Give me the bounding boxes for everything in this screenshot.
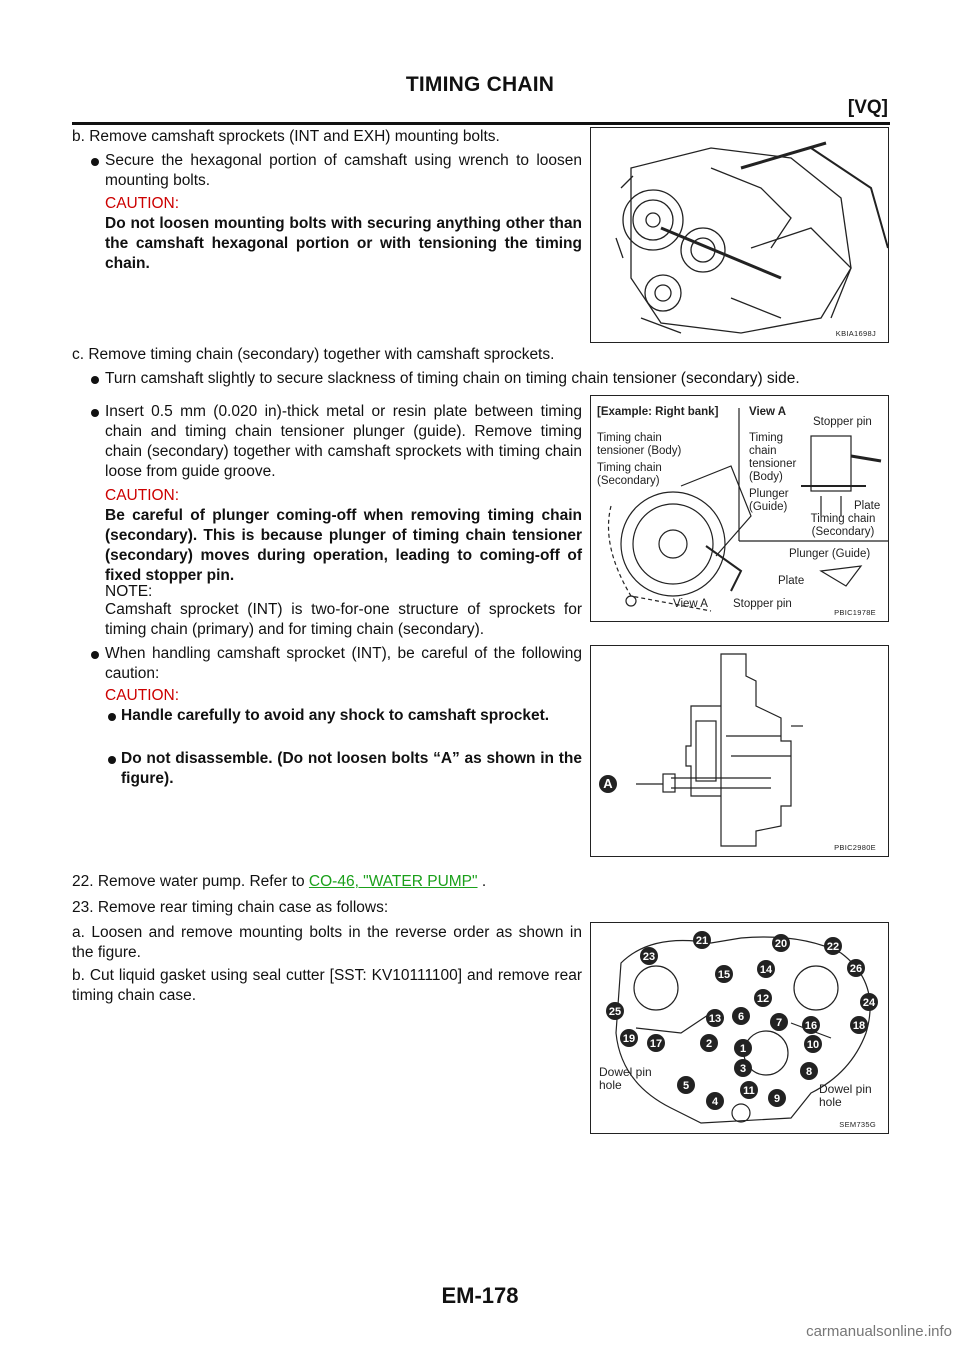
caution-item-1: Handle carefully to avoid any shock to camshaft sprocket.	[121, 707, 550, 724]
svg-text:13: 13	[708, 1013, 722, 1025]
label-stopper-pin: Stopper pin	[813, 416, 872, 428]
bullet-icon	[108, 713, 116, 721]
bolt-number-18	[850, 1016, 868, 1034]
figure-code: KBIA1698J	[835, 329, 876, 338]
note-text: Camshaft sprocket (INT) is two-for-one structure of sprockets for timing chain (primary) and for timing chain (secondary).	[105, 601, 582, 638]
svg-text:5: 5	[682, 1080, 690, 1092]
svg-text:14: 14	[759, 964, 773, 976]
note-heading: NOTE:	[105, 583, 153, 600]
svg-text:4: 4	[711, 1096, 719, 1108]
figure-code: PBIC1978E	[834, 608, 876, 617]
step-c-remove-chain: c. Remove timing chain (secondary) together with camshaft sprockets.	[72, 346, 555, 363]
svg-text:25: 25	[608, 1006, 622, 1018]
svg-text:18: 18	[852, 1020, 866, 1032]
page-number: EM-178	[441, 1283, 519, 1308]
step-23a: a. Loosen and remove mounting bolts in the reverse order as shown in the figure.	[72, 924, 582, 961]
label-plate-2: Plate	[778, 575, 805, 587]
bullet-icon	[91, 651, 99, 659]
bolt-number-6	[732, 1007, 750, 1025]
svg-text:23: 23	[642, 951, 656, 963]
caution-heading: CAUTION:	[105, 687, 180, 704]
bullet-icon	[91, 158, 99, 166]
svg-text:10: 10	[806, 1039, 820, 1051]
bolt-number-3	[734, 1059, 752, 1077]
label-tensioner-body-2: Timing chain tensioner (Body)	[749, 432, 797, 483]
engine-wrench-illustration	[591, 128, 888, 342]
bolt-number-26	[847, 959, 865, 977]
bolt-number-22	[824, 937, 842, 955]
svg-text:21: 21	[695, 935, 709, 947]
svg-text:19: 19	[622, 1033, 636, 1045]
step-22-end: .	[477, 873, 487, 890]
step-b-bullet: Secure the hexagonal portion of camshaft using wrench to loosen mounting bolts.	[105, 152, 582, 189]
bolt-a-label: A	[599, 775, 617, 793]
figure-code: SEM735G	[839, 1120, 876, 1129]
camshaft-sprocket-section-illustration	[591, 646, 888, 856]
bolt-number-25	[606, 1002, 624, 1020]
bullet-icon	[91, 376, 99, 384]
svg-text:6: 6	[737, 1011, 745, 1023]
label-chain-secondary: Timing chain (Secondary)	[597, 462, 662, 487]
svg-text:1: 1	[739, 1043, 747, 1055]
svg-text:9: 9	[773, 1093, 781, 1105]
bolt-number-14	[757, 960, 775, 978]
label-plate: Plate	[854, 500, 881, 512]
bolt-number-1	[734, 1039, 752, 1057]
figure-code: PBIC2980E	[834, 843, 876, 852]
bolt-number-24	[860, 993, 878, 1011]
watermark: carmanualsonline.info	[806, 1323, 952, 1340]
label-example: [Example: Right bank]	[597, 406, 719, 418]
bolt-number-23	[640, 947, 658, 965]
figure-rear-chain-case	[590, 922, 889, 1134]
step-22-text: 22. Remove water pump. Refer to	[72, 873, 309, 890]
water-pump-link[interactable]: CO-46, "WATER PUMP"	[308, 873, 478, 890]
bolt-number-15	[715, 965, 733, 983]
step-23b: b. Cut liquid gasket using seal cutter [SST: KV10111100] and remove rear timing chain case.	[72, 967, 582, 1004]
header-rule	[72, 122, 890, 125]
bolt-number-20	[772, 934, 790, 952]
label-chain-secondary-2: Timing chain (Secondary)	[810, 513, 876, 538]
bolt-number-10	[804, 1035, 822, 1053]
bolt-number-21	[693, 931, 711, 949]
svg-text:17: 17	[649, 1038, 663, 1050]
svg-text:12: 12	[756, 993, 770, 1005]
label-tensioner-body: Timing chain tensioner (Body)	[597, 432, 682, 457]
label-view-a: View A	[673, 598, 708, 610]
page-title: TIMING CHAIN	[405, 73, 555, 96]
bullet-icon	[108, 756, 116, 764]
figure-camshaft-sprocket	[590, 645, 889, 857]
svg-text:16: 16	[804, 1020, 818, 1032]
bolt-number-13	[706, 1009, 724, 1027]
step-23: 23. Remove rear timing chain case as follows:	[72, 899, 389, 916]
figure-camshaft-wrench	[590, 127, 889, 343]
svg-text:8: 8	[805, 1066, 813, 1078]
svg-text:11: 11	[743, 1085, 755, 1097]
step-b-remove-sprocket-bolts: b. Remove camshaft sprockets (INT and EXH) mounting bolts.	[72, 128, 500, 145]
svg-text:22: 22	[826, 941, 840, 953]
bolt-number-5	[677, 1076, 695, 1094]
label-plunger-guide-2: Plunger (Guide)	[789, 548, 871, 560]
bolt-number-9	[768, 1089, 786, 1107]
step-22	[72, 872, 592, 892]
label-plunger-guide: Plunger (Guide)	[749, 488, 789, 513]
caution-heading: CAUTION:	[105, 487, 180, 504]
svg-text:15: 15	[717, 969, 731, 981]
figure-timing-chain-view-a	[590, 395, 889, 622]
svg-text:24: 24	[862, 997, 876, 1009]
bolt-number-12	[754, 989, 772, 1007]
bolt-number-16	[802, 1016, 820, 1034]
label-dowel-pin-left: Dowel pin hole	[599, 1065, 652, 1092]
label-stopper-pin-2: Stopper pin	[733, 598, 792, 610]
svg-text:20: 20	[774, 938, 788, 950]
bolt-number-19	[620, 1029, 638, 1047]
bolt-number-2	[700, 1034, 718, 1052]
step-c-bullet-3: When handling camshaft sprocket (INT), be careful of the following caution:	[105, 645, 582, 682]
bolt-number-8	[800, 1062, 818, 1080]
label-dowel-pin-right: Dowel pin hole	[819, 1082, 872, 1109]
bolt-number-7	[770, 1013, 788, 1031]
engine-code: [VQ]	[847, 97, 888, 118]
timing-chain-illustration	[591, 396, 888, 621]
caution-text: Do not loosen mounting bolts with securing anything other than the camshaft hexagonal portion or with tensioning the timing chain.	[105, 215, 582, 272]
bolt-number-17	[647, 1034, 665, 1052]
bolt-number-11	[740, 1081, 758, 1099]
bullet-icon	[91, 409, 99, 417]
svg-text:3: 3	[739, 1063, 747, 1075]
svg-text:7: 7	[775, 1017, 783, 1029]
caution-text: Be careful of plunger coming-off when removing timing chain (secondary). This is because plunger of timing chain tensioner (secondary) moves during operation, leading to coming-off of fixed stopper pin.	[105, 507, 582, 584]
svg-text:2: 2	[705, 1038, 713, 1050]
bolt-number-4	[706, 1092, 724, 1110]
label-view-a-title: View A	[749, 406, 787, 418]
step-c-bullet-1: Turn camshaft slightly to secure slackness of timing chain on timing chain tensioner (secondary) side.	[105, 370, 800, 387]
step-c-bullet-2: Insert 0.5 mm (0.020 in)-thick metal or resin plate between timing chain and timing chain tensioner plunger (guide). Remove timing chain (secondary) together with camshaft sprockets with timing chain loose from guide groove.	[105, 403, 582, 480]
svg-text:26: 26	[849, 963, 863, 975]
caution-heading: CAUTION:	[105, 195, 180, 212]
caution-item-2: Do not disassemble. (Do not loosen bolts “A” as shown in the figure).	[121, 750, 582, 787]
